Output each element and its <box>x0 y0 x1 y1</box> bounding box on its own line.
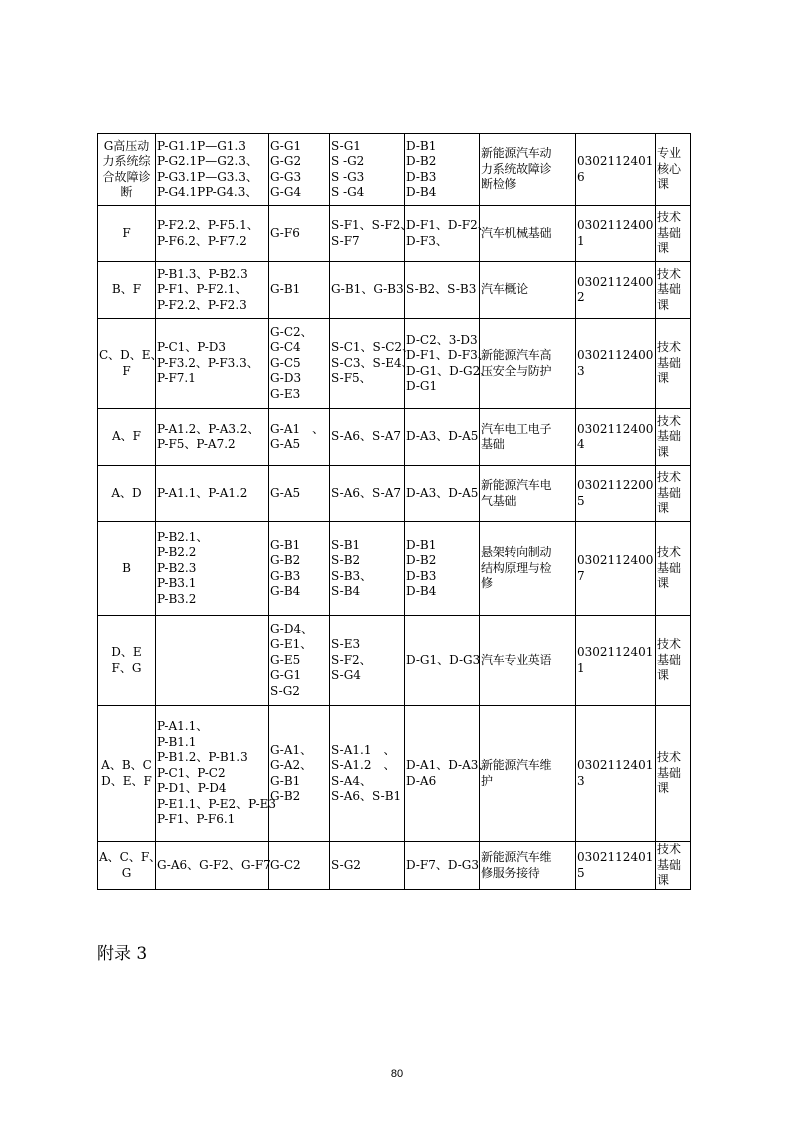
cell-line: D-A6 <box>406 773 437 788</box>
cell-line: 课 <box>657 371 670 386</box>
cell-line: S-F7 <box>331 233 360 248</box>
general-ability-cell <box>269 134 330 206</box>
course-type-cell <box>656 842 691 890</box>
social-ability-cell <box>330 409 405 466</box>
development-ability-cell <box>405 134 480 206</box>
cell-line: P-G2.1P—G2.3、 <box>157 154 258 168</box>
cell-line: 技术 <box>657 637 682 652</box>
cell-line: 课 <box>657 177 670 192</box>
cell-line: 课 <box>657 444 670 459</box>
cell-line: 课 <box>657 668 670 683</box>
cell-line: A、B、C <box>101 758 152 772</box>
capability-cell <box>98 262 156 319</box>
cell-line: P-C1、P-D3 <box>157 340 227 355</box>
cell-line: G-B2 <box>270 553 301 567</box>
cell-line: D-A1、D-A3、 <box>406 758 491 772</box>
general-ability-cell <box>269 206 330 262</box>
cell-line: S-G2 <box>331 857 361 872</box>
cell-line: 力系统故障诊 <box>481 161 552 176</box>
course-type-cell <box>656 466 691 522</box>
table-body <box>98 134 691 890</box>
cell-line: 修 <box>481 576 493 591</box>
cell-line: S-G4 <box>331 668 361 683</box>
cell-line: P-B3.2 <box>157 591 197 606</box>
capability-cell <box>98 134 156 206</box>
cell-line: S-G2 <box>270 683 300 698</box>
cell-line: 修服务接待 <box>481 865 540 880</box>
cell-line: 断检修 <box>481 177 517 192</box>
course-type-cell <box>656 522 691 616</box>
development-ability-cell <box>405 319 493 409</box>
cell-line: S-A1.2 、 <box>331 758 396 772</box>
cell-line: 基础 <box>657 485 682 500</box>
cell-line: 基础 <box>657 282 682 297</box>
cell-line: G-F6 <box>270 225 300 240</box>
cell-line: 新能源汽车动 <box>481 146 552 161</box>
cell-line: D-B1 <box>406 537 437 552</box>
cell-line: G-C5 <box>270 355 301 370</box>
cell-line: G-C2 <box>270 857 301 872</box>
cell-line: P-F2.2、P-F5.1、 <box>157 218 259 232</box>
cell-line: 压安全与防护 <box>481 363 552 378</box>
cell-line: 新能源汽车维 <box>481 850 552 864</box>
cell-line: G-B4 <box>270 584 301 598</box>
cell-line: P-B1.1 <box>157 734 197 749</box>
social-ability-cell <box>330 466 405 522</box>
table-row <box>98 616 691 706</box>
general-ability-cell <box>269 522 330 616</box>
cell-line: 技术 <box>657 842 682 857</box>
cell-line: G-B2 <box>270 789 301 803</box>
table-row <box>98 466 691 522</box>
cell-line: G-B3 <box>270 568 301 583</box>
cell-line: G-G1 <box>270 138 302 153</box>
cell-line: S-G1 <box>331 138 361 153</box>
cell-line: P-A1.1、 <box>157 719 209 734</box>
cell-line: 断 <box>120 185 133 199</box>
cell-line: S -G4 <box>331 185 365 199</box>
cell-line: D-G1、D-G3 <box>406 652 481 667</box>
cell-line: A、F <box>112 429 141 444</box>
cell-line: P-B2.3 <box>157 560 197 575</box>
cell-line: 课 <box>657 781 670 796</box>
course-type-cell <box>656 134 691 206</box>
cell-line: 力系统综 <box>102 154 151 168</box>
cell-line: D-G1 <box>406 379 438 393</box>
cell-line: G-A5 <box>270 485 301 500</box>
course-code-cell: 03021124003 <box>576 319 656 409</box>
cell-line: 合故障诊 <box>102 169 151 184</box>
social-ability-cell <box>330 842 405 890</box>
cell-line: P-F1、P-F2.1、 <box>157 282 248 297</box>
cell-line: S -G2 <box>331 154 365 168</box>
cell-line: S-B1 <box>331 537 361 552</box>
cell-line: G-B1 <box>270 282 301 297</box>
cell-line: 汽车专业英语 <box>481 652 552 667</box>
cell-line: F、G <box>111 660 142 675</box>
cell-line: P-F7.1 <box>157 371 196 386</box>
cell-line: G-B1、G-B3 <box>331 282 404 297</box>
course-type-cell <box>656 616 691 706</box>
professional-ability-cell <box>156 134 269 206</box>
social-ability-cell <box>330 206 413 262</box>
cell-line: D-B4 <box>406 185 437 199</box>
cell-line: P-G3.1P—G3.3、 <box>157 169 258 184</box>
course-name-cell <box>480 134 576 206</box>
cell-line: S-A1.1 、 <box>331 742 396 757</box>
cell-line: 新能源汽车高 <box>481 348 552 362</box>
development-ability-cell <box>405 842 480 890</box>
course-code-cell: 03021124011 <box>576 616 656 706</box>
professional-ability-cell <box>156 466 269 522</box>
cell-line: 基础 <box>657 765 682 780</box>
cell-line: 基础 <box>657 429 682 444</box>
cell-line: 课 <box>657 576 670 591</box>
cell-line: G高压动 <box>103 138 150 153</box>
cell-line: 气基础 <box>481 493 517 508</box>
cell-line: G-A6、G-F2、G-F7 <box>157 857 271 872</box>
general-ability-cell <box>269 409 330 466</box>
cell-line: G-E1、 <box>270 637 313 652</box>
cell-line: 悬架转向制动 <box>481 545 552 560</box>
table-row <box>98 319 691 409</box>
table-row <box>98 262 691 319</box>
course-type-cell <box>656 706 691 842</box>
cell-line: P-F2.2、P-F2.3 <box>157 297 247 312</box>
cell-line: G-E5 <box>270 652 301 667</box>
cell-line: 汽车电工电子 <box>481 421 552 436</box>
cell-line: P-F3.2、P-F3.3、 <box>157 355 259 370</box>
cell-line: B、F <box>111 282 142 297</box>
cell-line: S-A4、 <box>331 773 373 788</box>
cell-line: 基础 <box>657 560 682 575</box>
course-name-cell <box>480 616 576 706</box>
professional-ability-cell <box>156 319 269 409</box>
cell-line: 课 <box>657 241 670 256</box>
course-type-cell <box>656 206 691 262</box>
table-row <box>98 842 691 890</box>
cell-line: 基础 <box>657 225 682 240</box>
cell-line: S-F2、 <box>331 652 372 667</box>
general-ability-cell <box>269 706 330 842</box>
cell-line: G-B1 <box>270 773 301 788</box>
professional-ability-cell <box>156 409 269 466</box>
cell-line: G-G3 <box>270 169 302 184</box>
cell-line: D、E、F <box>101 773 152 788</box>
cell-line: S-A6、S-A7 <box>331 485 402 500</box>
cell-line: 技术 <box>657 340 682 355</box>
cell-line: S-F1、S-F2、 <box>331 218 413 232</box>
course-type-cell <box>656 319 691 409</box>
cell-line: P-G1.1P—G1.3 <box>157 138 246 153</box>
development-ability-cell <box>405 409 480 466</box>
cell-line: G-B1 <box>270 537 301 552</box>
capability-cell <box>98 466 156 522</box>
professional-ability-cell <box>156 842 269 890</box>
cell-line: 护 <box>481 773 493 788</box>
cell-line: P-B3.1 <box>157 576 197 591</box>
cell-line: S-F5、 <box>331 371 372 386</box>
cell-line: D-B3 <box>406 568 437 583</box>
capability-cell <box>98 842 162 890</box>
cell-line: 基础 <box>481 437 505 451</box>
cell-line: S-C3、S-E4、 <box>331 355 414 370</box>
cell-line: G-D4、 <box>270 621 314 636</box>
capability-cell <box>98 522 156 616</box>
capability-cell <box>98 409 156 466</box>
cell-line: A、C、F、 <box>99 850 162 864</box>
cell-line: P-A1.2、P-A3.2、 <box>157 421 260 436</box>
cell-line: S-A6、S-A7 <box>331 429 402 444</box>
course-name-cell <box>480 842 576 890</box>
cell-line: B <box>122 560 131 575</box>
cell-line: G <box>121 865 132 880</box>
general-ability-cell <box>269 842 330 890</box>
course-code-cell: 03021124015 <box>576 842 656 890</box>
cell-line: S-E3 <box>331 637 361 652</box>
cell-line: D、E <box>111 645 142 659</box>
table-row <box>98 706 691 842</box>
cell-line: 技术 <box>657 750 682 765</box>
cell-line: 技术 <box>657 266 682 281</box>
cell-line: S-B4 <box>331 584 361 598</box>
general-ability-cell <box>269 262 330 319</box>
development-ability-cell <box>405 706 491 842</box>
social-ability-cell <box>330 522 405 616</box>
cell-line: D-A3、D-A5 <box>406 485 479 500</box>
professional-ability-cell <box>156 706 277 842</box>
cell-line: D-B2 <box>406 154 437 168</box>
course-name-cell <box>480 706 576 842</box>
cell-line: P-F1、P-F6.1 <box>157 812 236 827</box>
cell-line: G-A1 、 <box>270 421 325 436</box>
professional-ability-cell <box>156 522 269 616</box>
cell-line: D-C2、3-D3 <box>406 332 478 347</box>
course-code-cell: 03021124001 <box>576 206 656 262</box>
cell-line: P-B2.2 <box>157 545 197 560</box>
cell-line: G-E3 <box>270 386 301 401</box>
course-code-cell: 03021124002 <box>576 262 656 319</box>
cell-line: G-A2、 <box>270 758 313 772</box>
cell-line: 技术 <box>657 545 682 560</box>
cell-line: P-A1.1、P-A1.2 <box>157 485 248 500</box>
cell-line: D-B4 <box>406 584 437 598</box>
cell-line: 课 <box>657 297 670 312</box>
development-ability-cell <box>405 522 480 616</box>
cell-line: P-G4.1PP-G4.3、 <box>157 185 258 199</box>
course-name-cell <box>480 319 576 409</box>
cell-line: S -G3 <box>331 169 365 184</box>
cell-line: S-B2、S-B3 <box>406 282 477 297</box>
cell-line: C、D、E、 <box>99 348 163 362</box>
cell-line: 基础 <box>657 857 682 872</box>
social-ability-cell <box>330 134 405 206</box>
cell-line: D-G1、D-G2、 <box>406 363 493 378</box>
cell-line: D-B3 <box>406 169 437 184</box>
cell-line: S-B2 <box>331 553 361 567</box>
cell-line: G-C2、 <box>270 324 313 339</box>
course-name-cell <box>480 206 576 262</box>
cell-line: D-B2 <box>406 553 437 567</box>
cell-line: 汽车机械基础 <box>481 225 552 240</box>
cell-line: 技术 <box>657 413 682 428</box>
development-ability-cell <box>405 466 480 522</box>
cell-line: S-A6、S-B1 <box>331 789 402 803</box>
course-code-cell: 03021124013 <box>576 706 656 842</box>
table-row <box>98 206 691 262</box>
course-code-cell: 03021124007 <box>576 522 656 616</box>
cell-line: P-D1、P-D4 <box>157 781 227 796</box>
cell-line: 基础 <box>657 355 682 370</box>
cell-line: D-A3、D-A5 <box>406 429 479 444</box>
cell-line: P-B1.3、P-B2.3 <box>157 266 248 281</box>
cell-line: G-G2 <box>270 154 302 168</box>
social-ability-cell <box>330 616 405 706</box>
cell-line: D-B1 <box>406 138 437 153</box>
cell-line: 技术 <box>657 470 682 485</box>
table-row <box>98 134 691 206</box>
course-type-cell <box>656 262 691 319</box>
cell-line: P-F6.2、P-F7.2 <box>157 233 247 248</box>
capability-cell <box>98 706 156 842</box>
cell-line: 汽车概论 <box>481 282 528 297</box>
cell-line: F <box>122 225 131 240</box>
course-name-cell <box>480 409 576 466</box>
social-ability-cell <box>330 706 405 842</box>
social-ability-cell <box>330 319 415 409</box>
cell-line: 课 <box>657 873 670 888</box>
cell-line: G-C4 <box>270 340 301 355</box>
professional-ability-cell <box>156 206 269 262</box>
table-row <box>98 522 691 616</box>
cell-line: S-C1、S-C2、 <box>331 340 415 355</box>
cell-line: 专业 <box>657 146 682 161</box>
professional-ability-cell <box>156 616 269 706</box>
cell-line: G-G1 <box>270 668 302 683</box>
course-type-cell <box>656 409 691 466</box>
professional-ability-cell <box>156 262 269 319</box>
cell-line: G-G4 <box>270 185 302 199</box>
cell-line: 新能源汽车维 <box>481 758 552 772</box>
course-name-cell <box>480 466 576 522</box>
cell-line: D-F3、 <box>406 233 448 248</box>
course-code-cell: 03021124016 <box>576 134 656 206</box>
development-ability-cell <box>405 206 490 262</box>
course-code-cell: 03021122005 <box>576 466 656 522</box>
cell-line: P-B2.1、 <box>157 529 209 544</box>
capability-cell <box>98 616 156 706</box>
capability-cell <box>98 319 163 409</box>
social-ability-cell <box>330 262 405 319</box>
mapping-table <box>97 133 691 890</box>
cell-line: G-A1、 <box>270 742 313 757</box>
course-name-cell <box>480 262 576 319</box>
development-ability-cell <box>405 262 480 319</box>
cell-line: P-F5、P-A7.2 <box>157 437 236 451</box>
cell-line: F <box>122 363 131 378</box>
cell-line: G-D3 <box>270 371 302 386</box>
capability-cell <box>98 206 156 262</box>
cell-line: G-A5 <box>270 437 301 451</box>
cell-line: P-B1.2、P-B1.3 <box>157 750 248 765</box>
general-ability-cell <box>269 616 330 706</box>
table-row <box>98 409 691 466</box>
cell-line: 基础 <box>657 652 682 667</box>
appendix-heading: 附录 3 <box>97 944 148 964</box>
cell-line: D-F1、D-F3、 <box>406 348 490 362</box>
course-name-cell <box>480 522 576 616</box>
general-ability-cell <box>269 319 330 409</box>
cell-line: S-B3、 <box>331 568 373 583</box>
cell-line: 课 <box>657 501 670 516</box>
cell-line: 技术 <box>657 210 682 225</box>
development-ability-cell <box>405 616 480 706</box>
cell-line: 新能源汽车电 <box>481 478 552 492</box>
cell-line: D-F1、D-F2、 <box>406 218 490 232</box>
course-code-cell: 03021124004 <box>576 409 656 466</box>
cell-line: A、D <box>111 485 142 500</box>
cell-line: 核心 <box>657 161 682 176</box>
cell-line: P-E1.1、P-E2、P-E3 <box>157 796 277 811</box>
cell-line: P-C1、P-C2 <box>157 765 226 780</box>
cell-line: 结构原理与检 <box>481 560 552 575</box>
general-ability-cell <box>269 466 330 522</box>
page-number: 80 <box>390 1068 404 1080</box>
cell-line: D-F7、D-G3 <box>406 857 479 872</box>
